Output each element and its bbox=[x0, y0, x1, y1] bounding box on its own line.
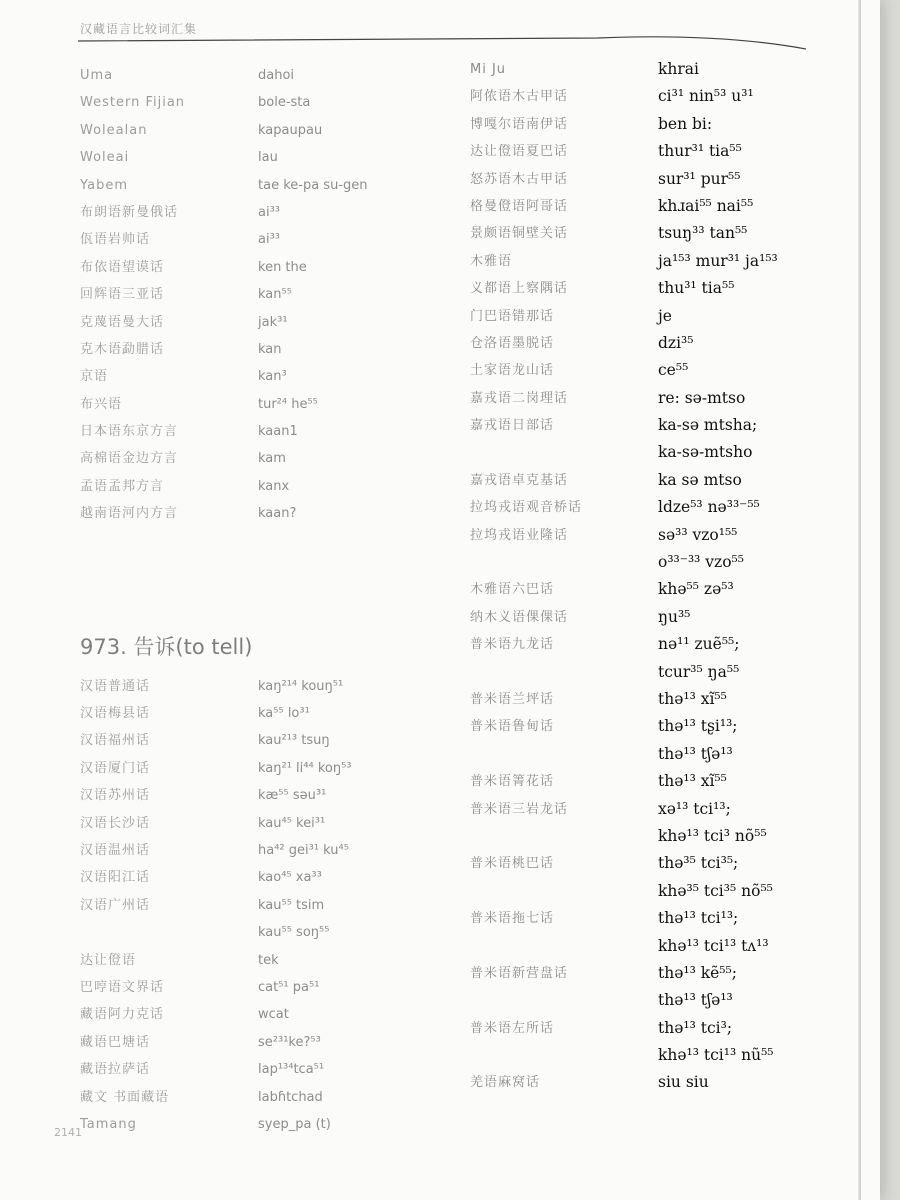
word-form: khə¹³ tci¹³ nũ⁵⁵ bbox=[658, 1046, 774, 1065]
language-name: 普米语左所话 bbox=[470, 1020, 555, 1036]
language-name: 羌语麻窝话 bbox=[470, 1075, 541, 1091]
word-form: thə¹³ kẽ⁵⁵; bbox=[658, 963, 737, 982]
entry-row bbox=[80, 810, 460, 837]
spacer bbox=[80, 528, 460, 627]
entry-row bbox=[470, 659, 850, 686]
language-name: 嘉戎语卓克基话 bbox=[470, 472, 569, 488]
language-name: 汉语普通话 bbox=[80, 678, 151, 694]
entry-row bbox=[470, 138, 850, 165]
word-form: siu siu bbox=[658, 1073, 709, 1092]
entry-row bbox=[470, 1015, 850, 1042]
language-name: 佤语岩帅话 bbox=[80, 232, 151, 248]
word-form: kau⁵⁵ tsim bbox=[258, 897, 325, 913]
entry-row bbox=[80, 172, 460, 199]
word-form: bole-sta bbox=[258, 95, 311, 111]
entry-row bbox=[80, 445, 460, 472]
entry-row bbox=[80, 226, 460, 253]
word-form: se²³¹ke?⁵³ bbox=[258, 1034, 321, 1050]
word-form: khrai bbox=[658, 60, 699, 78]
entry-row bbox=[80, 755, 460, 782]
entry-row bbox=[470, 357, 850, 384]
language-name: 京语 bbox=[80, 369, 109, 385]
language-name: 越南语河内方言 bbox=[80, 506, 179, 522]
entry-row bbox=[470, 248, 850, 275]
language-name: Woleai bbox=[80, 150, 130, 166]
word-form: ŋu³⁵ bbox=[658, 607, 691, 626]
language-name: Western Fijian bbox=[80, 95, 186, 111]
entry-row bbox=[470, 823, 850, 850]
word-form: tsuŋ³³ tan⁵⁵ bbox=[658, 224, 748, 243]
word-form: kan⁵⁵ bbox=[258, 287, 292, 303]
language-name: 义都语上察隅话 bbox=[470, 281, 569, 297]
entry-row bbox=[80, 281, 460, 308]
entry-row bbox=[80, 947, 460, 974]
word-form: kau⁴⁵ kei³¹ bbox=[258, 815, 326, 831]
language-name: 克木语勐腊话 bbox=[80, 341, 165, 357]
entry-row bbox=[80, 673, 460, 700]
entry-row bbox=[470, 385, 850, 412]
entry-row bbox=[470, 1069, 850, 1096]
word-form: lau bbox=[258, 150, 278, 166]
word-form: kau²¹³ tsuŋ bbox=[258, 733, 330, 749]
section-title: 973. 告诉(to tell) bbox=[80, 634, 253, 659]
entry-row bbox=[80, 62, 460, 89]
language-name: 怒苏语木古甲话 bbox=[470, 171, 569, 187]
entry-row bbox=[470, 878, 850, 905]
word-form: ldze⁵³ nə³³⁻⁵⁵ bbox=[658, 498, 760, 517]
word-form: tcur³⁵ ŋa⁵⁵ bbox=[658, 662, 740, 681]
language-name: 藏语阿力克话 bbox=[80, 1007, 165, 1023]
entry-row bbox=[80, 974, 460, 1001]
page-edge bbox=[858, 0, 861, 1200]
language-name: 藏文 书面藏语 bbox=[80, 1089, 170, 1105]
language-name: Yabem bbox=[80, 177, 129, 193]
word-form: kæ⁵⁵ səu³¹ bbox=[258, 788, 327, 804]
word-form: kaan? bbox=[258, 506, 297, 522]
language-name: 回辉语三亚话 bbox=[80, 287, 165, 303]
word-form: thə¹³ tʃə¹³ bbox=[658, 991, 733, 1010]
entry-row bbox=[80, 1111, 460, 1138]
right-list bbox=[470, 56, 850, 1097]
entry-row bbox=[80, 1084, 460, 1111]
word-form: xə¹³ tci¹³; bbox=[658, 799, 731, 818]
language-name: 普米语桃巴话 bbox=[470, 856, 555, 872]
language-name: 日本语东京方言 bbox=[80, 424, 179, 440]
entry-row bbox=[470, 796, 850, 823]
word-form: thə¹³ tci¹³; bbox=[658, 909, 739, 928]
word-form: thu³¹ tia⁵⁵ bbox=[658, 279, 735, 298]
word-form: syep_pa (t) bbox=[258, 1116, 331, 1132]
language-name: 藏语拉萨话 bbox=[80, 1062, 151, 1078]
word-form: khɹai⁵⁵ nai⁵⁵ bbox=[658, 196, 754, 215]
language-name: 达让僜语 bbox=[80, 952, 137, 968]
word-form: ken the bbox=[258, 259, 307, 275]
entry-row bbox=[470, 576, 850, 603]
word-form: thə¹³ xĩ⁵⁵ bbox=[658, 689, 727, 708]
entry-row bbox=[470, 549, 850, 576]
entry-row bbox=[470, 850, 850, 877]
word-form: kaan1 bbox=[258, 424, 298, 440]
word-form: sur³¹ pur⁵⁵ bbox=[658, 169, 741, 188]
word-form: tae ke-pa su-gen bbox=[258, 177, 368, 193]
language-name: 普米语九龙话 bbox=[470, 637, 555, 653]
entry-row bbox=[470, 303, 850, 330]
entry-row bbox=[80, 1056, 460, 1083]
language-name: 纳木义语倮倮话 bbox=[470, 609, 569, 625]
language-name: Mi Ju bbox=[470, 62, 507, 77]
language-name: 普米语箐花话 bbox=[470, 774, 555, 790]
entry-row bbox=[470, 439, 850, 466]
language-name: 阿侬语木古甲话 bbox=[470, 89, 569, 105]
language-name: 汉语温州话 bbox=[80, 842, 151, 858]
word-form: khə³⁵ tci³⁵ nõ⁵⁵ bbox=[658, 881, 773, 900]
language-name: 门巴语错那话 bbox=[470, 308, 555, 324]
word-form: thə¹³ xĩ⁵⁵ bbox=[658, 772, 727, 791]
entry-row bbox=[80, 700, 460, 727]
word-form: khə¹³ tci³ nõ⁵⁵ bbox=[658, 826, 767, 845]
language-name: 布朗语新曼俄话 bbox=[80, 204, 179, 220]
word-form: thə¹³ tci³; bbox=[658, 1018, 733, 1037]
language-name: 普米语拖七话 bbox=[470, 911, 555, 927]
entry-row bbox=[470, 275, 850, 302]
entry-row bbox=[80, 837, 460, 864]
language-name: 藏语巴塘话 bbox=[80, 1034, 151, 1050]
word-form: kao⁴⁵ xa³³ bbox=[258, 870, 322, 886]
word-form: kam bbox=[258, 451, 286, 467]
language-name: 达让僜语夏巴话 bbox=[470, 144, 569, 160]
entry-row bbox=[80, 418, 460, 445]
language-name: 克蔑语曼大话 bbox=[80, 314, 165, 330]
language-name: 布依语望谟话 bbox=[80, 259, 165, 275]
entry-row bbox=[470, 111, 850, 138]
entry-row bbox=[470, 412, 850, 439]
language-name: 格曼僜语阿哥话 bbox=[470, 198, 569, 214]
word-form: kanx bbox=[258, 478, 290, 494]
word-form: dahoi bbox=[258, 68, 295, 83]
word-form: kau⁵⁵ soŋ⁵⁵ bbox=[258, 925, 330, 941]
entry-row bbox=[80, 473, 460, 500]
word-form: ai³³ bbox=[258, 232, 281, 248]
entry-row bbox=[470, 631, 850, 658]
entry-row bbox=[80, 199, 460, 226]
word-form: lap¹³⁴tca⁵¹ bbox=[258, 1062, 325, 1078]
left-lower-list bbox=[80, 673, 460, 1139]
language-name: Tamang bbox=[80, 1116, 137, 1132]
language-name: Wolealan bbox=[80, 122, 148, 138]
word-form: khə⁵⁵ zə⁵³ bbox=[658, 580, 734, 599]
language-name: 拉坞戎语业隆话 bbox=[470, 527, 569, 543]
entry-row bbox=[470, 494, 850, 521]
word-form: nə¹¹ zuẽ⁵⁵; bbox=[658, 635, 740, 654]
entry-row bbox=[470, 330, 850, 357]
language-name: 土家语龙山话 bbox=[470, 363, 555, 379]
word-form: thur³¹ tia⁵⁵ bbox=[658, 142, 742, 161]
entry-row bbox=[80, 1029, 460, 1056]
language-name: 嘉戎语二岗理话 bbox=[470, 390, 569, 406]
word-form: je bbox=[658, 306, 672, 325]
language-name: 嘉戎语日部话 bbox=[470, 418, 555, 434]
word-form: kapaupau bbox=[258, 122, 323, 138]
language-name: 汉语梅县话 bbox=[80, 706, 151, 722]
language-name: 普米语鲁甸话 bbox=[470, 719, 555, 735]
word-form: ha⁴² gei³¹ ku⁴⁵ bbox=[258, 842, 349, 858]
entry-row bbox=[470, 166, 850, 193]
entry-row bbox=[470, 768, 850, 795]
word-form: cat⁵¹ pa⁵¹ bbox=[258, 979, 320, 995]
word-form: ce⁵⁵ bbox=[658, 361, 689, 380]
entry-row bbox=[470, 193, 850, 220]
entry-row bbox=[470, 960, 850, 987]
left-upper-list bbox=[80, 62, 460, 528]
entry-row bbox=[80, 727, 460, 754]
language-name: 普米语三岩龙话 bbox=[470, 801, 569, 817]
language-name: 汉语厦门话 bbox=[80, 760, 151, 776]
entry-row bbox=[80, 89, 460, 116]
word-form: o³³⁻³³ vzo⁵⁵ bbox=[658, 553, 744, 572]
entry-row bbox=[470, 987, 850, 1014]
entry-row bbox=[80, 892, 460, 919]
language-name: 巴哼语文界话 bbox=[80, 979, 165, 995]
language-name: 汉语长沙话 bbox=[80, 815, 151, 831]
running-header: 汉藏语言比较词汇集 bbox=[80, 22, 198, 36]
entry-row bbox=[470, 933, 850, 960]
language-name: 布兴语 bbox=[80, 396, 123, 412]
entry-row bbox=[80, 391, 460, 418]
language-name: 普米语兰坪话 bbox=[470, 691, 555, 707]
entry-row bbox=[470, 741, 850, 768]
entry-row bbox=[470, 905, 850, 932]
language-name: 普米语新营盘话 bbox=[470, 965, 569, 981]
entry-row bbox=[80, 254, 460, 281]
entry-row bbox=[80, 782, 460, 809]
entry-row bbox=[470, 604, 850, 631]
language-name: 木雅语六巴话 bbox=[470, 582, 555, 598]
word-form: sə³³ vzo¹⁵⁵ bbox=[658, 525, 738, 544]
entry-row bbox=[80, 336, 460, 363]
entry-row bbox=[470, 56, 850, 83]
entry-row bbox=[80, 363, 460, 390]
entry-row bbox=[80, 919, 460, 946]
page-number: 2141 bbox=[54, 1126, 82, 1139]
language-name: 汉语广州话 bbox=[80, 897, 151, 913]
word-form: kaŋ²¹ li⁴⁴ koŋ⁵³ bbox=[258, 760, 352, 776]
word-form: dzi³⁵ bbox=[658, 333, 694, 352]
word-form: thə¹³ tʃə¹³ bbox=[658, 744, 733, 763]
word-form: thə³⁵ tci³⁵; bbox=[658, 854, 739, 873]
word-form: ja¹⁵³ mur³¹ ja¹⁵³ bbox=[658, 251, 778, 270]
word-form: thə¹³ tʂi¹³; bbox=[658, 717, 738, 736]
language-name: 木雅语 bbox=[470, 253, 513, 269]
language-name: 高棉语金边方言 bbox=[80, 451, 179, 467]
entry-row bbox=[470, 713, 850, 740]
language-name: Uma bbox=[80, 68, 114, 83]
word-form: ci³¹ nin⁵³ u³¹ bbox=[658, 87, 754, 106]
word-form: jak³¹ bbox=[258, 314, 288, 330]
entry-row bbox=[470, 1042, 850, 1069]
entry-row bbox=[80, 1001, 460, 1028]
word-form: ka-sə-mtsho bbox=[658, 443, 753, 462]
entry-row bbox=[80, 500, 460, 527]
entry-row bbox=[470, 467, 850, 494]
entry-row bbox=[80, 144, 460, 171]
word-form: ben bi: bbox=[658, 114, 713, 133]
language-name: 汉语阳江话 bbox=[80, 870, 151, 886]
word-form: khə¹³ tci¹³ tʌ¹³ bbox=[658, 936, 769, 955]
language-name: 孟语孟邦方言 bbox=[80, 478, 165, 494]
language-name: 仓洛语墨脱话 bbox=[470, 335, 555, 351]
word-form: tur²⁴ he⁵⁵ bbox=[258, 396, 318, 412]
header-rule bbox=[78, 23, 808, 53]
language-name: 拉坞戎语观音桥话 bbox=[470, 500, 583, 516]
word-form: ai³³ bbox=[258, 204, 281, 220]
entry-row bbox=[80, 117, 460, 144]
word-form: ka-sə mtsha; bbox=[658, 416, 758, 435]
entry-row bbox=[80, 309, 460, 336]
right-column bbox=[470, 56, 850, 1097]
language-name: 博嘎尔语南伊话 bbox=[470, 116, 569, 132]
word-form: wcat bbox=[258, 1007, 289, 1023]
language-name: 汉语苏州话 bbox=[80, 788, 151, 804]
entry-row bbox=[470, 220, 850, 247]
word-form: tek bbox=[258, 952, 279, 968]
left-column bbox=[80, 62, 460, 1138]
word-form: kan³ bbox=[258, 369, 287, 385]
word-form: re: sə-mtso bbox=[658, 388, 746, 407]
language-name: 景颇语铜壁关话 bbox=[470, 226, 569, 242]
entry-row bbox=[470, 83, 850, 110]
word-form: ka sə mtso bbox=[658, 470, 742, 489]
entry-row bbox=[470, 686, 850, 713]
entry-row bbox=[470, 522, 850, 549]
word-form: kan bbox=[258, 341, 282, 357]
word-form: kaŋ²¹⁴ kouŋ⁵¹ bbox=[258, 678, 344, 694]
entry-row bbox=[80, 864, 460, 891]
word-form: labɦtchad bbox=[258, 1089, 323, 1105]
word-form: ka⁵⁵ lo³¹ bbox=[258, 706, 310, 722]
language-name: 汉语福州话 bbox=[80, 733, 151, 749]
